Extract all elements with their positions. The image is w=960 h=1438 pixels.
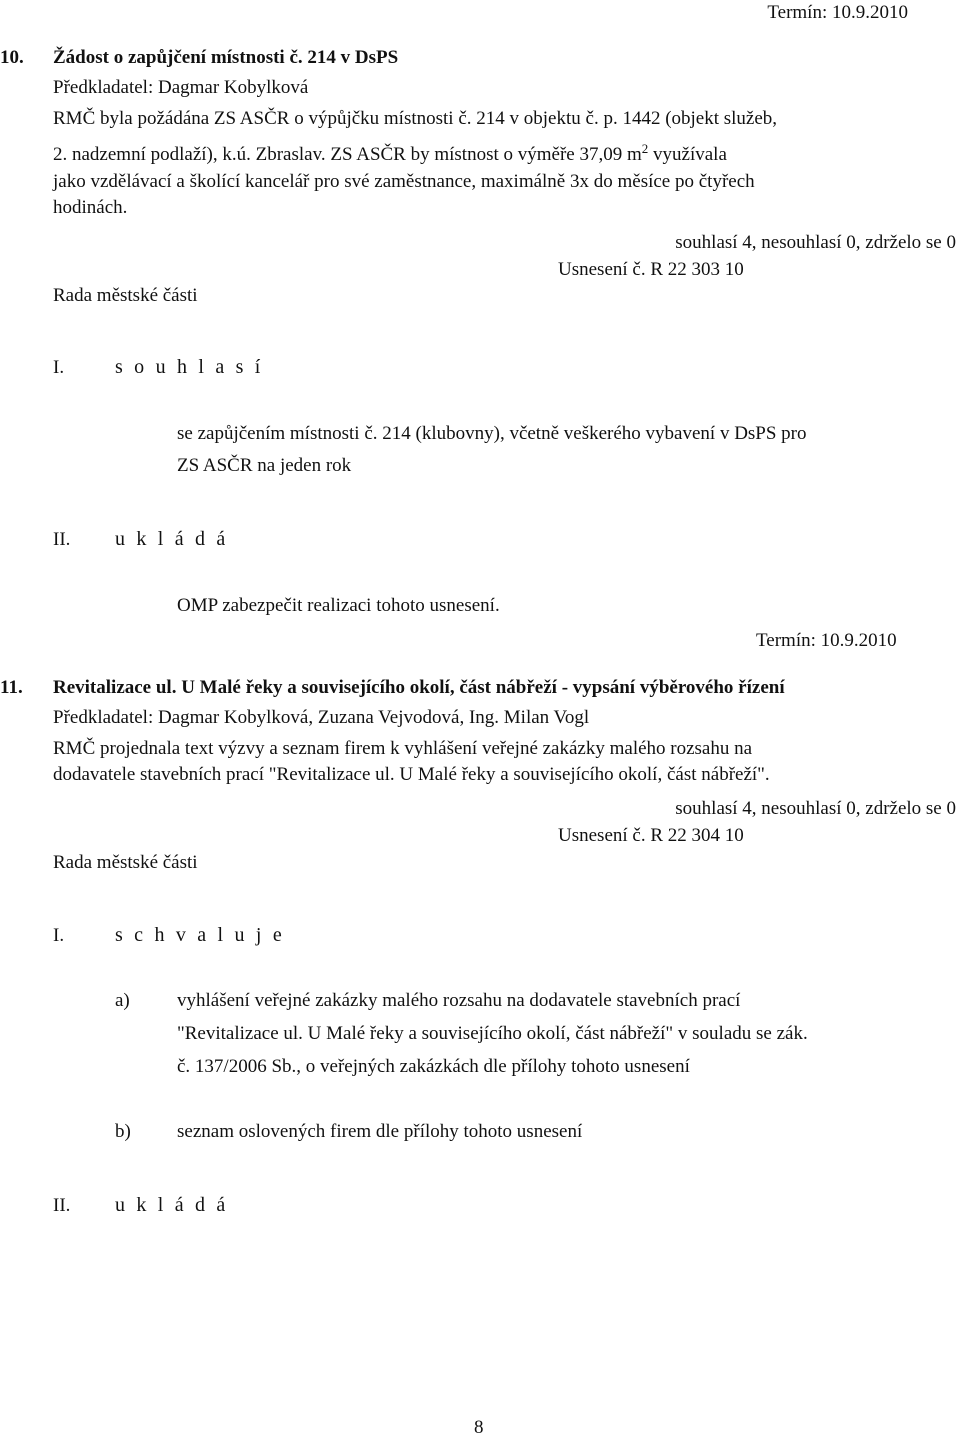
- superscript: 2: [641, 141, 649, 156]
- section-text-line: se zapůjčením místnosti č. 214 (klubovny), včetně veškerého vybavení v DsPS pro: [177, 423, 807, 444]
- resolution-number: Usnesení č. R 22 304 10: [558, 825, 744, 846]
- item-submitter: Předkladatel: Dagmar Kobylková, Zuzana Vejvodová, Ing. Milan Vogl: [53, 707, 590, 728]
- description-line: dodavatele stavebních prací "Revitalizace ul. U Malé řeky a souvisejícího okolí, část nábřeží".: [53, 764, 770, 785]
- item-title: Revitalizace ul. U Malé řeky a souvisejícího okolí, část nábřeží - vypsání výběrového řízení: [53, 677, 785, 698]
- list-letter: a): [115, 990, 130, 1011]
- description-line: hodinách.: [53, 197, 128, 218]
- list-item-line: seznam oslovených firem dle přílohy tohoto usnesení: [177, 1121, 583, 1142]
- description-line: jako vzdělávací a školící kancelář pro své zaměstnance, maximálně 3x do měsíce po čtyřech: [53, 171, 755, 192]
- page-number: 8: [474, 1417, 484, 1438]
- council-body: Rada městské části: [53, 285, 198, 306]
- item-number: 11.: [0, 677, 23, 698]
- section-roman: II.: [53, 1195, 71, 1216]
- vote-result: souhlasí 4, nesouhlasí 0, zdrželo se 0: [675, 798, 956, 819]
- list-item-line: "Revitalizace ul. U Malé řeky a souvisejícího okolí, část nábřeží" v souladu se zák.: [177, 1023, 808, 1044]
- resolution-number: Usnesení č. R 22 303 10: [558, 259, 744, 280]
- section-verb: s o u h l a s í: [115, 356, 264, 378]
- top-deadline: Termín: 10.9.2010: [767, 2, 908, 23]
- list-letter: b): [115, 1121, 131, 1142]
- section-verb: u k l á d á: [115, 1194, 229, 1216]
- description-line: RMČ byla požádána ZS ASČR o výpůjčku místnosti č. 214 v objektu č. p. 1442 (objekt služeb,: [53, 108, 778, 129]
- list-item-line: vyhlášení veřejné zakázky malého rozsahu na dodavatele stavebních prací: [177, 990, 741, 1011]
- description-line: RMČ projednala text výzvy a seznam firem k vyhlášení veřejné zakázky malého rozsahu na: [53, 738, 753, 759]
- section-text-line: ZS ASČR na jeden rok: [177, 455, 352, 476]
- list-item-line: č. 137/2006 Sb., o veřejných zakázkách dle přílohy tohoto usnesení: [177, 1056, 690, 1077]
- description-line: 2. nadzemní podlaží), k.ú. Zbraslav. ZS ASČR by místnost o výměře 37,09 $m^2$ využívala: [53, 141, 727, 165]
- section-roman: I.: [53, 357, 65, 378]
- section-text-line: OMP zabezpečit realizaci tohoto usnesení.: [177, 595, 500, 616]
- item-title: Žádost o zapůjčení místnosti č. 214 v DsPS: [53, 47, 399, 68]
- section-roman: I.: [53, 925, 65, 946]
- section-verb: u k l á d á: [115, 528, 229, 550]
- section-deadline: Termín: 10.9.2010: [756, 630, 897, 651]
- council-body: Rada městské části: [53, 852, 198, 873]
- section-roman: II.: [53, 529, 71, 550]
- item-number: 10.: [0, 47, 24, 68]
- item-submitter: Předkladatel: Dagmar Kobylková: [53, 77, 309, 98]
- vote-result: souhlasí 4, nesouhlasí 0, zdrželo se 0: [675, 232, 956, 253]
- section-verb: s c h v a l u j e: [115, 924, 285, 946]
